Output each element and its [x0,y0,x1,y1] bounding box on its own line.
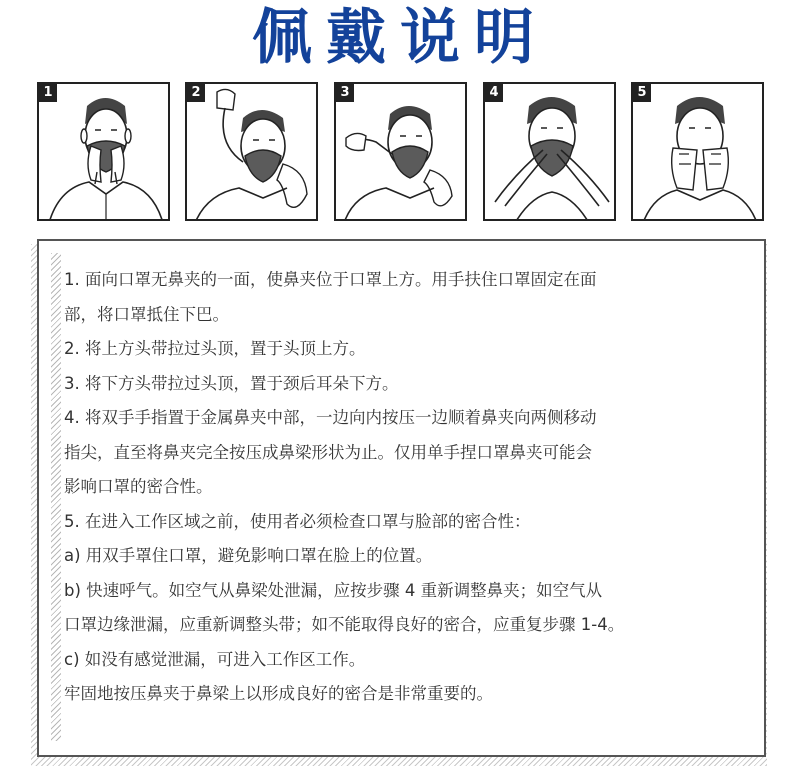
page-title: 佩戴说明 [252,3,548,73]
step-3-illustration [336,84,467,221]
step-4-illustration [485,84,616,221]
step-5-illustration [633,84,764,221]
instruction-line: b) 快速呼气。如空气从鼻梁处泄漏，应按步骤 4 重新调整鼻夹；如空气从 [64,580,603,600]
instruction-line: 影响口罩的密合性。 [64,477,213,496]
step-number: 4 [485,84,503,102]
instruction-line: 5. 在进入工作区域之前，使用者必须检查口罩与脸部的密合性： [64,511,531,531]
step-panel-3 [334,82,467,221]
instruction-line: 2. 将上方头带拉过头顶，置于头顶上方。 [64,339,366,358]
step-panel-1 [37,82,170,221]
instruction-line: 指尖，直至将鼻夹完全按压成鼻梁形状为止。仅用单手捏口罩鼻夹可能会 [64,442,592,462]
instruction-line: c) 如没有感觉泄漏，可进入工作区工作。 [64,649,366,669]
step-2-illustration [187,84,318,221]
instruction-line: 牢固地按压鼻夹于鼻梁上以形成良好的密合是非常重要的。 [64,684,493,703]
step-1-illustration [39,84,170,221]
step-number: 1 [39,84,57,102]
instruction-line: 3. 将下方头带拉过头顶，置于颈后耳朵下方。 [64,373,399,393]
instructions-text [64,263,754,712]
instruction-line: 4. 将双手手指置于金属鼻夹中部，一边向内按压一边顺着鼻夹向两侧移动 [64,408,597,427]
step-number: 3 [336,84,354,102]
step-panel-5 [631,82,764,221]
step-illustrations [37,82,762,222]
step-number: 2 [187,84,205,102]
step-panel-4 [483,82,616,221]
instruction-line: 1. 面向口罩无鼻夹的一面，使鼻夹位于口罩上方。用手扶住口罩固定在面 [64,270,597,289]
instruction-line: 口罩边缘泄漏，应重新调整头带；如不能取得良好的密合，应重复步骤 1-4。 [64,615,625,634]
instruction-line: 部，将口罩抵住下巴。 [64,304,229,324]
instructions-panel [37,239,766,757]
step-panel-2 [185,82,318,221]
step-number: 5 [633,84,651,102]
panel-hatch-decoration [51,253,61,741]
instruction-line: a) 用双手罩住口罩，避免影响口罩在脸上的位置。 [64,546,433,565]
